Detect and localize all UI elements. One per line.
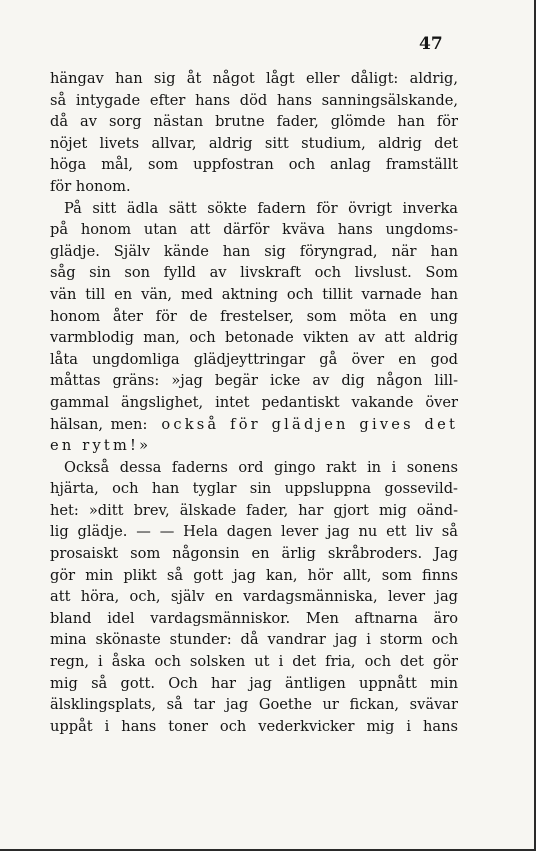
- text-line: glädje. Själv kände han sig föryngrad, när han: [50, 242, 458, 260]
- text-line: honom åter för de frestelser, som möta en ung: [50, 307, 458, 325]
- text-line: måttas gräns: »jag begär icke av dig någon lill-: [50, 372, 458, 390]
- text-line: en rytm!»: [50, 437, 152, 455]
- text-line: såg sin son fylld av livskraft och livslust. Som: [50, 264, 458, 282]
- text-line: gammal ängslighet, intet pedantiskt vakande över: [50, 393, 458, 411]
- text-line: uppåt i hans toner och vederkvicker mig i hans: [50, 717, 458, 735]
- text-line: vän till en vän, med aktning och tillit varnade han: [50, 285, 458, 303]
- text-line: mina skönaste stunder: då vandrar jag i storm och: [50, 631, 458, 649]
- text-line: gör min plikt så gott jag kan, hör allt, som finns: [50, 566, 458, 584]
- text-line: lig glädje. — — Hela dagen lever jag nu ett liv så: [50, 523, 458, 541]
- page-number: 47: [419, 34, 443, 54]
- text-line: på honom utan att därför kväva hans ungdoms-: [50, 221, 458, 239]
- text-line: för honom.: [50, 177, 131, 195]
- text-line: regn, i åska och solsken ut i det fria, och det gör: [50, 653, 458, 671]
- text-line: het: »ditt brev, älskade fader, har gjort mig oänd-: [50, 501, 458, 519]
- text-line: nöjet livets allvar, aldrig sitt studium, aldrig det: [50, 134, 458, 152]
- text-line: älsklingsplats, så tar jag Goethe ur fickan, svävar: [50, 696, 458, 714]
- text-line: varmblodig man, och betonade vikten av att aldrig: [50, 329, 458, 347]
- text-line: så intygade efter hans död hans sanningsälskande,: [50, 91, 458, 109]
- text-line: hängav han sig åt något lågt eller dåligt: aldrig,: [50, 70, 458, 87]
- text-line: då av sorg nästan brutne fader, glömde han för: [50, 113, 458, 131]
- text-line: hjärta, och han tyglar sin uppsluppna gossevild-: [50, 480, 458, 498]
- body-text: [50, 68, 458, 737]
- text-line: att höra, och, själv en vardagsmänniska, lever jag: [50, 588, 458, 606]
- text-line: låta ungdomliga glädjeyttringar gå över en god: [50, 350, 458, 368]
- text-line: Också dessa faderns ord gingo rakt in i sonens: [64, 458, 458, 476]
- text-line: höga mål, som uppfostran och anlag framställt: [50, 156, 458, 174]
- text-line: mig så gott. Och har jag äntligen uppnått min: [50, 674, 458, 692]
- text-line: hälsan, men: också för glädjen gives det: [50, 415, 459, 433]
- text-line: prosaiskt som någonsin en ärlig skråbroders. Jag: [50, 545, 458, 563]
- text-line: På sitt ädla sätt sökte fadern för övrigt inverka: [64, 199, 458, 217]
- text-line: bland idel vardagsmänniskor. Men aftnarna äro: [50, 609, 458, 627]
